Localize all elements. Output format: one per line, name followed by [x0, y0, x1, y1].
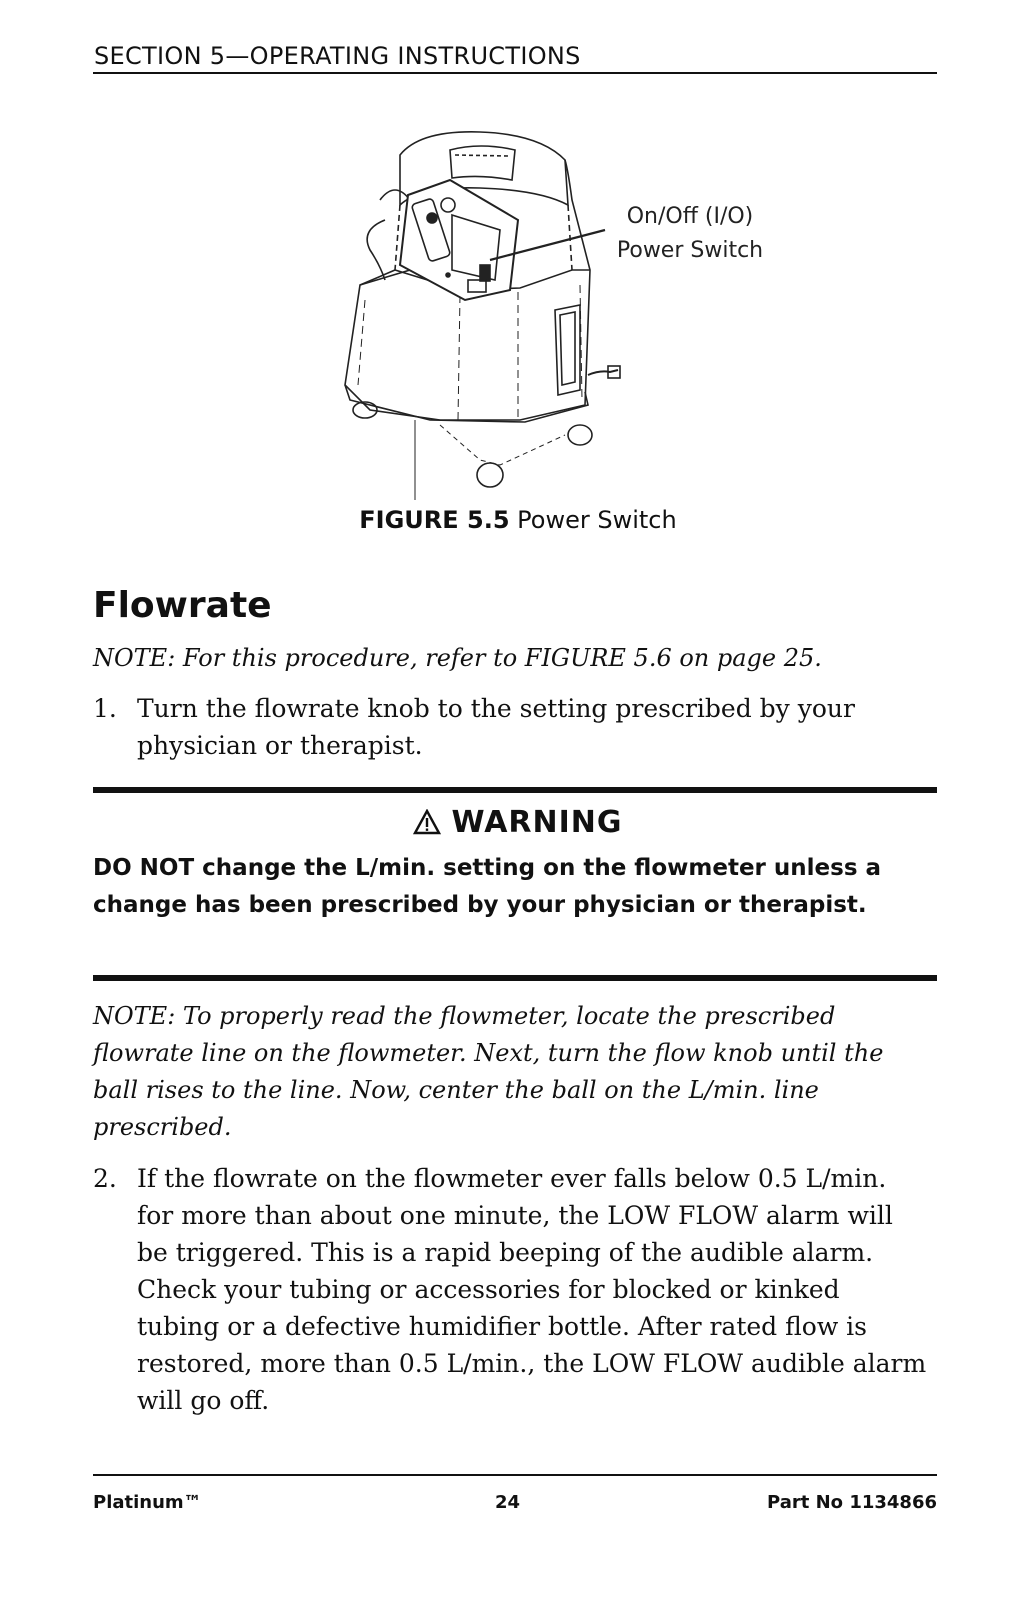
step-number: 1.: [93, 694, 117, 723]
warning-body: change the L/min. setting on the flowmeter unless a change has been prescribed by your physician or therapist.: [93, 855, 882, 918]
step-number: 2.: [93, 1164, 117, 1193]
page-heading: Flowrate: [93, 585, 272, 626]
step-1: [93, 690, 933, 770]
warning-text: [93, 850, 923, 924]
figure-title: Power Switch: [509, 506, 677, 534]
footer-part-number: Part No 1134866: [767, 1492, 937, 1513]
step-text: If the flowrate on the flowmeter ever falls below 0.5 L/min. for more than about one minute, the LOW FLOW alarm will be triggered. This is a rapid beeping of the audible alarm. Check your tubing or accessories for blocked or kinked tubing or a defective humidifier bottle. After rated flow is restored, more than 0.5 L/min., the LOW FLOW audible alarm will go off.: [137, 1164, 927, 1415]
note-flowmeter: NOTE: To properly read the flowmeter, locate the prescribed flowrate line on the flowmeter. Next, turn the flow knob until the ball rises to the line. Now, center the ball on the L/min. line prescribed.: [93, 1002, 884, 1141]
power-switch-callout: [610, 200, 770, 268]
warning-emphasis: DO NOT: [93, 855, 195, 881]
step-2: [93, 1160, 933, 1420]
footer-page-number: 24: [495, 1492, 521, 1513]
callout-line-2: Power Switch: [616, 238, 764, 263]
section-header: SECTION 5—OPERATING INSTRUCTIONS: [94, 42, 581, 70]
callout-line-1: On/Off (I/O): [626, 204, 754, 229]
header-divider: [93, 72, 937, 74]
figure-caption: [0, 506, 1036, 534]
footer-product: Platinum™: [93, 1492, 202, 1513]
warning-triangle-icon: [413, 809, 441, 835]
oxygen-concentrator-illustration: [340, 120, 640, 500]
warning-title: [0, 805, 1036, 840]
footer-divider: [93, 1474, 937, 1476]
warning-top-rule: [93, 787, 937, 793]
step-text: Turn the flowrate knob to the setting prescribed by your physician or therapist.: [137, 694, 855, 760]
warning-bottom-rule: [93, 975, 937, 981]
note-reference: NOTE: For this procedure, refer to FIGURE 5.6 on page 25.: [93, 644, 822, 672]
figure-label: FIGURE 5.5: [359, 506, 510, 534]
warning-label: WARNING: [451, 805, 623, 840]
